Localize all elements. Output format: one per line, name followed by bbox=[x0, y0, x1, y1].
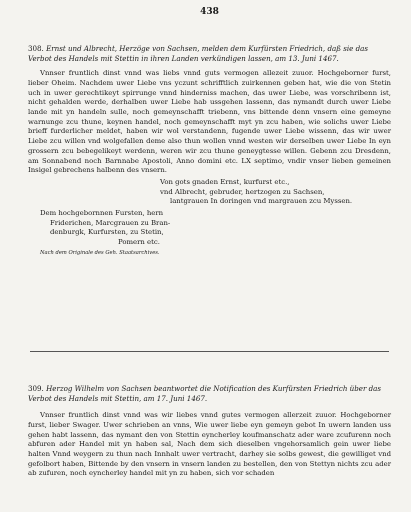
section-heading bbox=[28, 44, 391, 63]
section-heading-text: Herzog Wilhelm von Sachsen beantwortet die Notification des Kurfürsten Friedrich über das Verbot des Handels mit Stettin, am 17. Juni 1467. bbox=[28, 384, 382, 403]
section-number: 309. bbox=[28, 384, 44, 393]
source-note: Nach dem Originale des Geh. Staatsarchives. bbox=[40, 249, 160, 256]
letter-closing bbox=[160, 178, 391, 207]
closing-line: vnd Albrecht, gebruder, hertzogen zu Sachsen, bbox=[160, 187, 325, 196]
section-number: 308. bbox=[28, 44, 44, 53]
page-number: 438 bbox=[200, 7, 219, 17]
letter-body: Vnnser fruntlich dinst vnnd was wir liebes vnnd gutes vermogen allerzeit zuuor. Hochgeborner furst, lieber Swager. Uwer schrieben an vnns, Wie uwer liebe eyn gemeyn gebot In uwern landen uss gehen habt lassenn, das nymant den von Stettin eyncherley koufmanschatz ader ware zcufurenn noch abfuren ader Handel mit yn haben sal, Nach dem sich dieselben vngehorsamlich gein uwer liebe halten Vnnd weygern zu thun nach Innhalt uwer vertracht, darhey sie solbs gewest, die gewilliget vnd gefolbort haben, Bittende by den vnsern in vnsern landen zu bestellen, den von Stettyn nichts zcu ader ab zufuren, noch eyncherley handel mit yn zu haben, sich vor schaden bbox=[28, 411, 391, 478]
section-heading-text: Ernst und Albrecht, Herzöge von Sachsen, melden dem Kurfürsten Friedrich, daß sie das Verbot des Handels mit Stettin in ihren Landen verkündigen lassen, am 13. Juni 1467. bbox=[28, 44, 368, 63]
letter-body: Vnnser fruntlich dinst vnnd was liebs vnnd guts vermogen allezeit zuuor. Hochgeborner furst, lieber Oheim. Nachdem uwer Liebe vns yczunt schrifftlich zuirkennen geben hat, wie die von Stetin uch in uwer gerechtikeyt spirrunge vnnd hinderniss machen, das uwer Liebe, was vorschribenn ist, nicht gehalden werde, derhalben uwer Liebe hab ussgehen lassenn, das nymandt durch uwer Liebe lande mit yn handeln sulle, noch gemeynschafft triebenn, vns bittende denn vnsern eine gemeyne warnunge zcu thune, keynen handel, noch gemeynschafft myt yn zcu haben, wie solichs uwer Liebe brieff furderlicher meldet, haben wir wol verstandenn, fugende uwer Liebe wissenn, das wir uwer Liebe zcu willen vnd wolgefallen deme also thun wollen vnnd westen wir derselben uwer Liebe In eyn grossern zcu bebegelikeyt werdenn, weren wir zcu thune geneygtesse willen. Gebenn zcu Dresdenn, am Sonnabend noch Barnnabe Apostoli, Anno domini etc. LX septimo, vndir vnser lieben gemeinen Insigel gebrechens halbenn des vnsern. bbox=[28, 69, 391, 175]
document-section-309 bbox=[28, 384, 391, 479]
address-line: Dem hochgebornnen Fursten, hern bbox=[40, 209, 164, 218]
address-line: Friderichen, Marcgrauen zu Bran- bbox=[50, 218, 171, 227]
address-line: denburgk, Kurfursten, zu Stetin, bbox=[50, 228, 164, 237]
document-section-308 bbox=[28, 44, 391, 256]
closing-line: Von gots gnaden Ernst, kurfurst etc., bbox=[160, 177, 290, 186]
address-line: Pomern etc. bbox=[118, 238, 160, 247]
letter-address bbox=[40, 209, 391, 248]
closing-line: lantgrauen In doringen vnd margrauen zcu Myssen. bbox=[170, 197, 353, 206]
section-heading bbox=[28, 384, 391, 403]
section-divider bbox=[30, 351, 389, 352]
